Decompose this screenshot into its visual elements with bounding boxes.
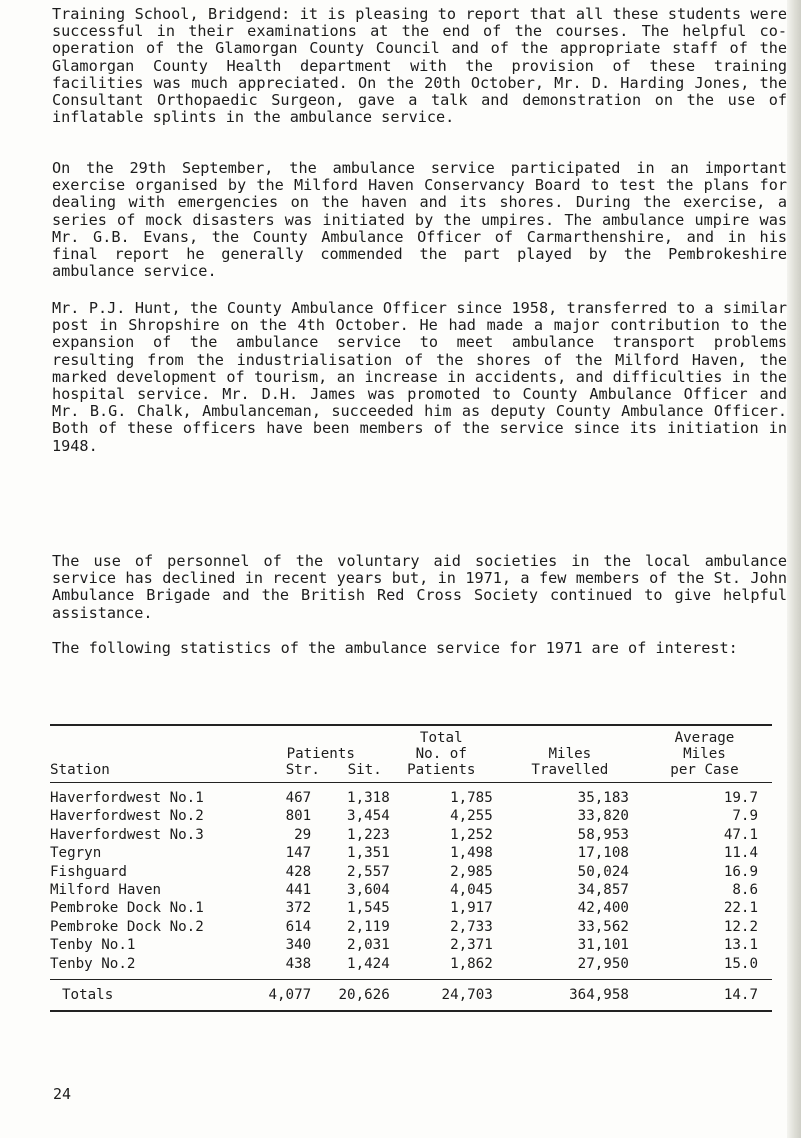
cell-sit: 2,119 — [347, 918, 390, 935]
cell-avg: 19.7 — [723, 790, 758, 806]
cell-total: 1,917 — [450, 900, 493, 917]
cell-miles: 34,857 — [577, 882, 629, 899]
cell-station: Milford Haven — [50, 882, 162, 899]
cell-miles: 42,400 — [577, 900, 629, 917]
cell-miles: 33,562 — [577, 918, 629, 935]
totals-sit: 20,626 — [311, 980, 390, 1012]
cell-miles: 31,101 — [577, 937, 629, 954]
totals-row — [50, 980, 772, 1012]
cell-avg: 8.6 — [732, 882, 758, 899]
cell-miles: 27,950 — [511, 955, 651, 980]
cell-sit: 1,318 — [347, 790, 390, 806]
cell-station: Tenby No.1 — [50, 937, 136, 954]
header-miles-travelled: Miles Travelled — [511, 726, 651, 783]
totals-label: Totals — [50, 980, 252, 1012]
cell-total: 1,862 — [390, 955, 511, 980]
cell-total: 4,045 — [450, 882, 493, 899]
cell-station: Pembroke Dock No.1 — [50, 900, 204, 917]
header-average-miles: Average Miles per Case — [651, 726, 772, 783]
cell-str: 438 — [252, 955, 311, 980]
cell-avg: 22.1 — [723, 900, 758, 917]
table-row — [50, 955, 772, 980]
paragraph-voluntary-aid: The use of personnel of the voluntary aid societies in the local ambulance service has declined in recent years but, in 1971, a few members of the St. John Ambulance Brigade and the British Red Cross Society continued to give helpful assistance. — [52, 552, 787, 622]
table-row — [50, 899, 772, 917]
cell-sit: 1,223 — [347, 826, 390, 843]
cell-sit: 3,454 — [347, 808, 390, 825]
table-row — [50, 863, 772, 881]
table-row — [50, 918, 772, 936]
cell-avg: 7.9 — [732, 808, 758, 825]
table-row — [50, 936, 772, 954]
paragraph-training-school: Training School, Bridgend: it is pleasing to report that all these students were successful in their examinations at the end of the courses. The helpful co-operation of the Glamorgan County Council and of the appropriate staff of the Glamorgan County Health department with the provision of these training facilities was much appreciated. On the 20th October, Mr. D. Harding Jones, the Consultant Orthopaedic Surgeon, gave a talk and demonstration on the use of inflatable splints in the ambulance service. — [52, 5, 787, 127]
cell-str: 614 — [285, 918, 312, 935]
cell-str: 441 — [285, 882, 312, 899]
cell-total: 2,371 — [450, 937, 493, 954]
table-row — [50, 844, 772, 862]
cell-str: 340 — [285, 937, 312, 954]
cell-avg: 15.0 — [651, 955, 772, 980]
header-str: Str. — [285, 762, 320, 778]
header-total-patients: Total No. of Patients — [390, 726, 511, 783]
cell-miles: 35,183 — [577, 790, 629, 806]
cell-total: 2,733 — [450, 918, 493, 935]
cell-station: Haverfordwest No.1 — [50, 790, 204, 806]
cell-total: 1,252 — [450, 826, 493, 843]
header-patients-label: Patients — [286, 746, 355, 762]
cell-str: 801 — [285, 808, 312, 825]
ambulance-statistics-table — [50, 724, 772, 1012]
table-header-row — [50, 726, 772, 783]
cell-sit: 1,351 — [347, 845, 390, 862]
table-row — [50, 783, 772, 808]
cell-station: Haverfordwest No.2 — [50, 808, 204, 825]
cell-sit: 3,604 — [347, 882, 390, 899]
cell-sit: 2,557 — [347, 863, 390, 880]
header-patients — [252, 726, 390, 783]
cell-str: 29 — [294, 826, 312, 843]
cell-station: Fishguard — [50, 863, 127, 880]
cell-sit: 1,545 — [347, 900, 390, 917]
cell-str: 428 — [285, 863, 312, 880]
paragraph-staff-changes: Mr. P.J. Hunt, the County Ambulance Officer since 1958, transferred to a similar post in Shropshire on the 4th October. He had made a major contribution to the expansion of the ambulance service to meet ambulance transport problems resulting from the industrialisation of the shores of the Milford Haven, the marked development of tourism, an increase in accidents, and difficulties in the hospital service. Mr. D.H. James was promoted to County Ambulance Officer and Mr. B.G. Chalk, Ambulanceman, succeeded him as deputy County Ambulance Officer. Both of these officers have been members of the service since its initiation in 1948. — [52, 299, 787, 455]
cell-str: 147 — [285, 845, 312, 862]
table-row — [50, 807, 772, 825]
cell-total: 1,498 — [450, 845, 493, 862]
table-row — [50, 881, 772, 899]
cell-str: 372 — [285, 900, 312, 917]
cell-station: Pembroke Dock No.2 — [50, 918, 204, 935]
cell-miles: 17,108 — [577, 845, 629, 862]
totals-str: 4,077 — [252, 980, 311, 1012]
cell-station: Tenby No.2 — [50, 955, 252, 980]
cell-miles: 33,820 — [577, 808, 629, 825]
scan-edge-shadow — [787, 0, 801, 1138]
cell-miles: 58,953 — [577, 826, 629, 843]
header-station: Station — [50, 726, 252, 783]
cell-miles: 50,024 — [577, 863, 629, 880]
cell-avg: 16.9 — [723, 863, 758, 880]
cell-station: Haverfordwest No.3 — [50, 826, 204, 843]
cell-avg: 11.4 — [723, 845, 758, 862]
cell-sit: 2,031 — [347, 937, 390, 954]
cell-avg: 12.2 — [723, 918, 758, 935]
cell-avg: 47.1 — [723, 826, 758, 843]
cell-str: 467 — [285, 790, 312, 806]
totals-avg: 14.7 — [651, 980, 772, 1012]
cell-total: 4,255 — [450, 808, 493, 825]
cell-avg: 13.1 — [723, 937, 758, 954]
paragraph-statistics-intro: The following statistics of the ambulance service for 1971 are of interest: — [52, 639, 738, 657]
cell-total: 2,985 — [450, 863, 493, 880]
page-number: 24 — [53, 1085, 72, 1103]
paragraph-milford-exercise: On the 29th September, the ambulance service participated in an important exercise organised by the Milford Haven Conservancy Board to test the plans for dealing with emergencies on the haven and its shores. During the exercise, a series of mock disasters was initiated by the umpires. The ambulance umpire was Mr. G.B. Evans, the County Ambulance Officer of Carmarthenshire, and in his final report he generally commended the part played by the Pembrokeshire ambulance service. — [52, 159, 787, 281]
cell-sit: 1,424 — [311, 955, 390, 980]
table-row — [50, 826, 772, 844]
totals-total: 24,703 — [390, 980, 511, 1012]
totals-miles: 364,958 — [511, 980, 651, 1012]
cell-station: Tegryn — [50, 845, 102, 862]
header-sit: Sit. — [347, 762, 382, 778]
cell-total: 1,785 — [450, 790, 493, 806]
